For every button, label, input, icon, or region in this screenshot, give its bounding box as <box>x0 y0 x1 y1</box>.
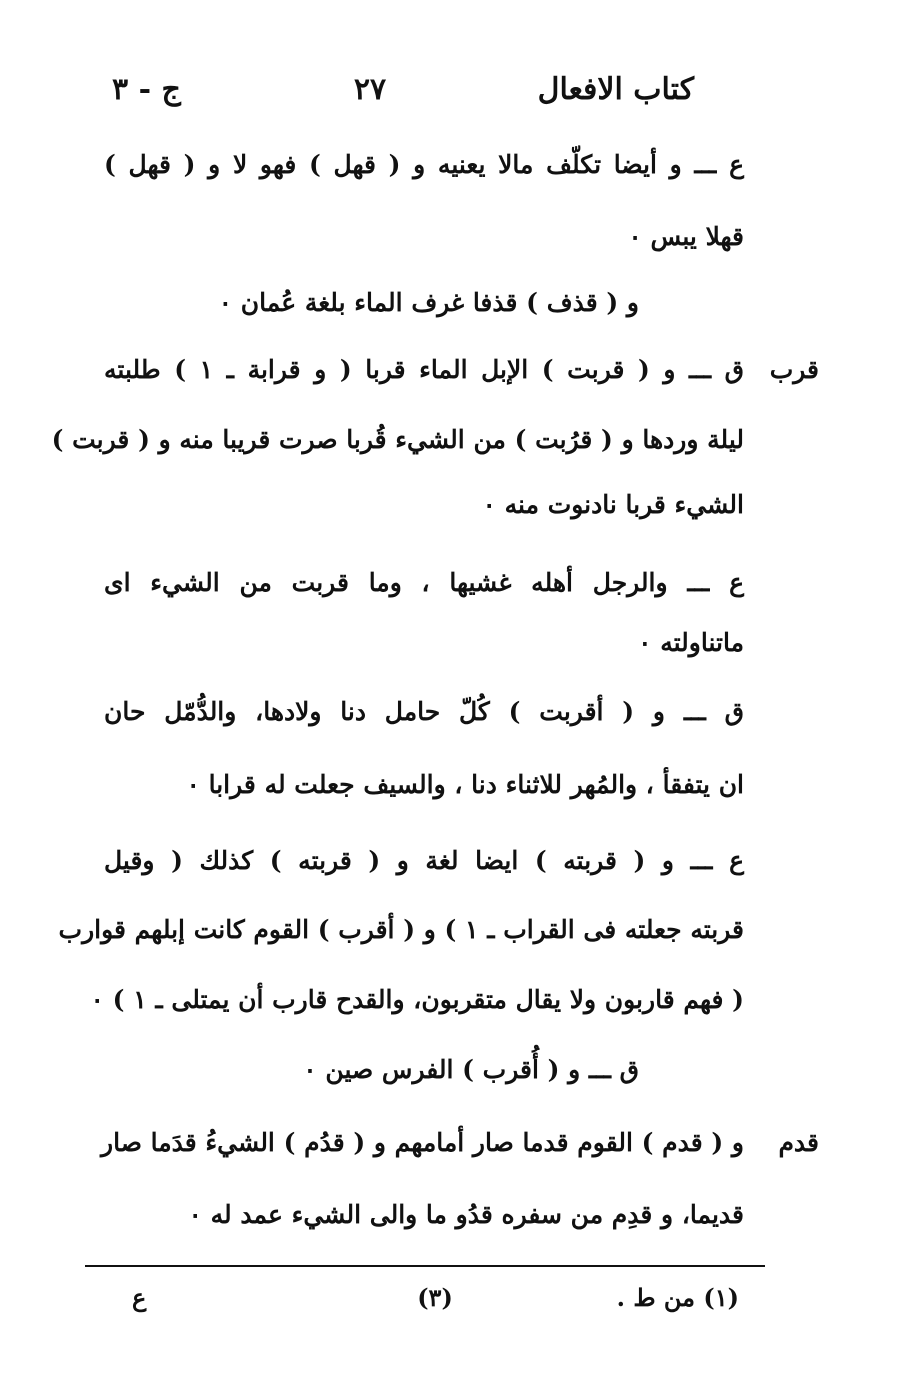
footnote: (١) من ط . <box>616 1283 739 1312</box>
text-line-14: ق ـــ و ( أُقرب ) الفرس صين ٠ <box>303 1055 639 1084</box>
text-line-7: ع ـــ والرجل أهله غشيها ، وما قربت من الشيء اى <box>104 568 744 597</box>
footnote-divider <box>85 1265 765 1267</box>
page-number: ٢٧ <box>353 72 387 107</box>
text-line-16: قديما، و قدِم من سفره قدُو ما والى الشيء عمد له ٠ <box>188 1200 744 1229</box>
catchword: ع <box>132 1283 147 1312</box>
text-line-8: ماتناولته ٠ <box>638 628 744 657</box>
text-line-9: ق ـــ و ( أقربت ) كُلّ حامل دنا ولادها، والدُّمّل حان <box>104 697 744 726</box>
volume-label: ج - ٣ <box>112 72 181 107</box>
text-line-4: ق ـــ و ( قربت ) الإبل الماء قربا ( و قرابة ـ ١ ) طلبته <box>104 355 745 384</box>
text-line-1: ع ـــ و أيضا تكلّف مالا يعنيه و ( قهل ) فهو لا و ( قهل ) <box>104 150 744 179</box>
text-line-15: و ( قدم ) القوم قدما صار أمامهم و ( قدُم ) الشيءُ قدَما صار <box>101 1128 744 1157</box>
signature-mark: (٣) <box>417 1283 453 1312</box>
running-title: كتاب الافعال <box>537 72 694 107</box>
text-line-6: الشيء قربا نادنوت منه ٠ <box>482 490 744 519</box>
text-line-12: قربته جعلته فى القراب ـ ١ ) و ( أقرب ) القوم كانت إبلهم قوارب <box>58 915 744 944</box>
text-line-3: و ( قذف ) قذفا غرف الماء بلغة عُمان ٠ <box>218 288 639 317</box>
text-line-10: ان يتفقأ ، والمُهر للاثناء دنا ، والسيف جعلت له قرابا ٠ <box>186 770 744 799</box>
margin-entry-qdm: قدم <box>778 1128 819 1157</box>
text-line-2: قهلا يبس ٠ <box>628 222 744 251</box>
text-line-5: ليلة وردها و ( قرُبت ) من الشيء قُربا صرت قريبا منه و ( قربت ) <box>51 425 744 454</box>
text-line-13: ( فهم قاربون ولا يقال متقربون، والقدح قارب أن يمتلى ـ ١ ) ٠ <box>90 985 744 1014</box>
text-line-11: ع ـــ و ( قربته ) ايضا لغة و ( قربته ) كذلك ( وقيل <box>104 846 744 875</box>
margin-entry-qrb: قرب <box>769 355 819 384</box>
